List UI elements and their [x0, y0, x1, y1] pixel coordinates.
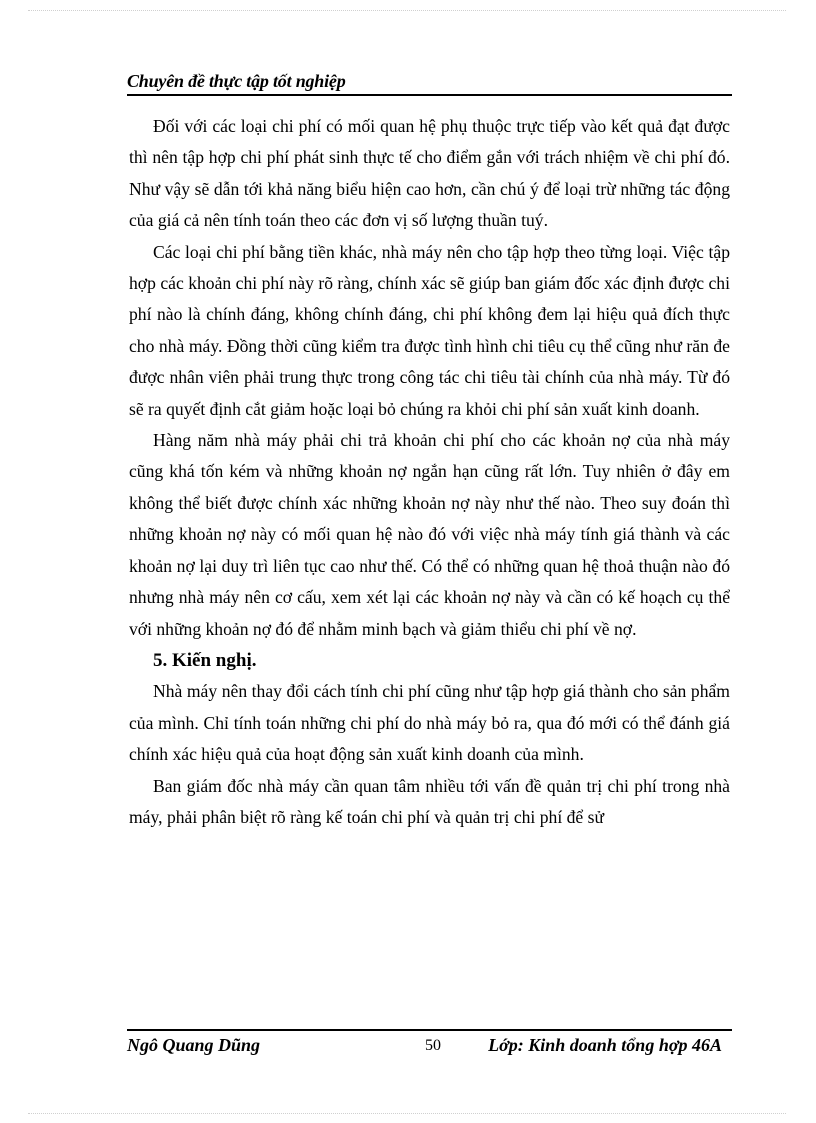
section-heading-recommendations: 5. Kiến nghị. [153, 649, 257, 671]
paragraph-debt-costs: Hàng năm nhà máy phải chi trả khoản chi phí cho các khoản nợ của nhà máy cũng khá tốn kém và những khoản nợ ngắn hạn cũng rất lớn. Tuy nhiên ở đây em không thể biết được chính xác những khoản nợ này như thế nào. Theo suy đoán thì những khoản nợ này có mối quan hệ nào đó với việc nhà máy tính giá thành và các khoản nợ lại duy trì liên tục cao như thế. Có thể có những quan hệ thoả thuận nào đó nhưng nhà máy nên cơ cấu, xem xét lại các khoản nợ này và cần có kế hoạch cụ thể với những khoản nợ đó để nhằm minh bạch và giảm thiểu chi phí về nợ. [129, 430, 730, 639]
page-number: 50 [425, 1037, 441, 1054]
footer-author: Ngô Quang Dũng [127, 1035, 261, 1055]
paragraph-cost-grouping: Đối với các loại chi phí có mối quan hệ phụ thuộc trực tiếp vào kết quả đạt được thì nên tập hợp chi phí phát sinh thực tế cho điểm gắn với trách nhiệm về chi phí đó. Như vậy sẽ dẫn tới khả năng biểu hiện cao hơn, cần chú ý để loại trừ những tác động của giá cả nên tính toán theo các đơn vị số lượng thuần tuý. [129, 116, 730, 231]
header-title: Chuyên đề thực tập tốt nghiệp [127, 71, 346, 91]
document-body [129, 111, 730, 833]
paragraph-recommendation-2: Ban giám đốc nhà máy cần quan tâm nhiều tới vấn đề quản trị chi phí trong nhà máy, phải phân biệt rõ ràng kế toán chi phí và quản trị chi phí để sử [129, 775, 730, 827]
page-footer [127, 1029, 732, 1061]
footer-class-label: Lớp: Kinh doanh tổng hợp 46A [488, 1035, 722, 1055]
page-header [127, 66, 732, 96]
paragraph-cash-costs: Các loại chi phí bằng tiền khác, nhà máy nên cho tập hợp theo từng loại. Việc tập hợp các khoản chi phí này rõ ràng, chính xác sẽ giúp ban giám đốc xác định được chi phí nào là chính đáng, không chính đáng, chi phí không đem lại hiệu quả đích thực cho nhà máy. Đồng thời cũng kiểm tra được tình hình chi tiêu cụ thể cũng như răn đe được nhân viên phải trung thực trong công tác chi tiêu tài chính của nhà máy. Từ đó sẽ ra quyết định cắt giảm hoặc loại bỏ chúng ra khỏi chi phí sản xuất kinh doanh. [129, 241, 730, 419]
paragraph-recommendation-1: Nhà máy nên thay đổi cách tính chi phí cũng như tập hợp giá thành cho sản phẩm của mình. Chỉ tính toán những chi phí do nhà máy bỏ ra, qua đó mới có thể đánh giá chính xác hiệu quả của hoạt động sản xuất kinh doanh của mình. [129, 681, 730, 765]
